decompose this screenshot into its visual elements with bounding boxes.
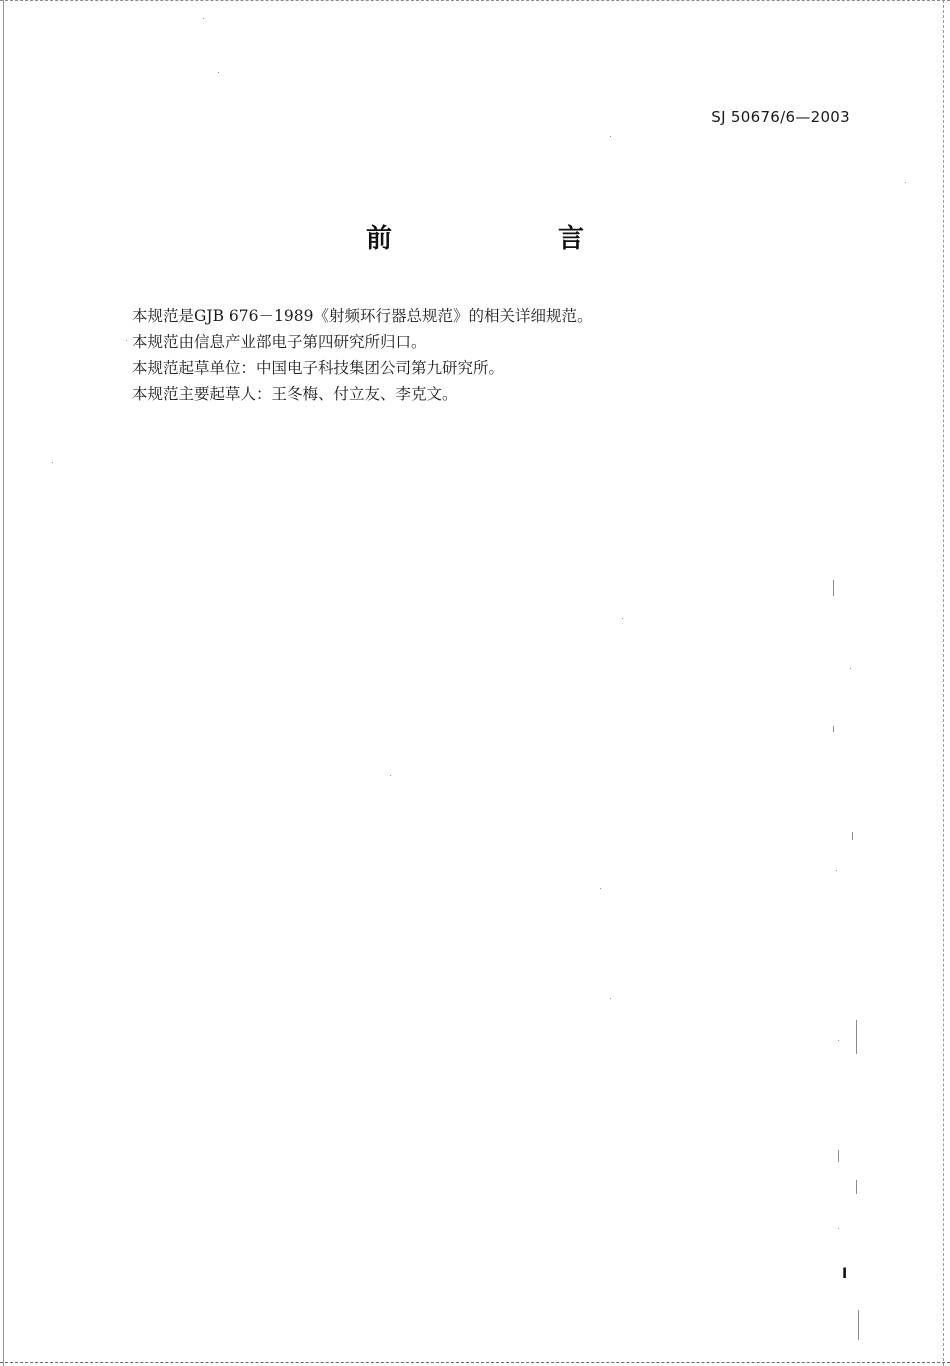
scan-speck: [858, 1310, 859, 1340]
scan-speck: [610, 136, 611, 137]
scan-speck: [850, 668, 851, 669]
scan-border-bottom: [0, 1362, 950, 1363]
page-title: 前 言: [365, 224, 654, 254]
preface-body: [132, 303, 852, 407]
scan-speck: [856, 1180, 857, 1194]
scan-speck: [390, 775, 391, 776]
preface-paragraph: 本规范主要起草人：王冬梅、付立友、李克文。: [132, 385, 458, 403]
scan-speck: [600, 888, 601, 889]
scan-speck: [833, 580, 834, 596]
scan-speck: [622, 618, 623, 619]
document-code: SJ 50676/6—2003: [711, 108, 850, 126]
scan-speck: [836, 870, 837, 871]
scan-speck: [838, 1228, 839, 1229]
scan-speck: [52, 462, 53, 463]
scan-border-right: [943, 0, 944, 1366]
scan-speck: [852, 832, 853, 840]
scan-border-left: [3, 0, 4, 1366]
preface-paragraph: 本规范由信息产业部电子第四研究所归口。: [132, 333, 427, 351]
scan-speck: [218, 72, 219, 73]
scan-speck: [610, 998, 611, 999]
scan-speck: [838, 1040, 839, 1041]
scan-speck: [856, 1020, 857, 1054]
scan-speck: [838, 1150, 839, 1162]
scan-border-top: [0, 0, 950, 1]
scan-speck: [905, 182, 906, 183]
scan-speck: [126, 340, 127, 341]
scan-speck: [833, 726, 834, 732]
page-number: I: [842, 1266, 848, 1282]
scan-speck: [203, 18, 204, 19]
preface-paragraph: 本规范是GJB 676－1989《射频环行器总规范》的相关详细规范。: [132, 307, 593, 325]
preface-paragraph: 本规范起草单位：中国电子科技集团公司第九研究所。: [132, 359, 505, 377]
